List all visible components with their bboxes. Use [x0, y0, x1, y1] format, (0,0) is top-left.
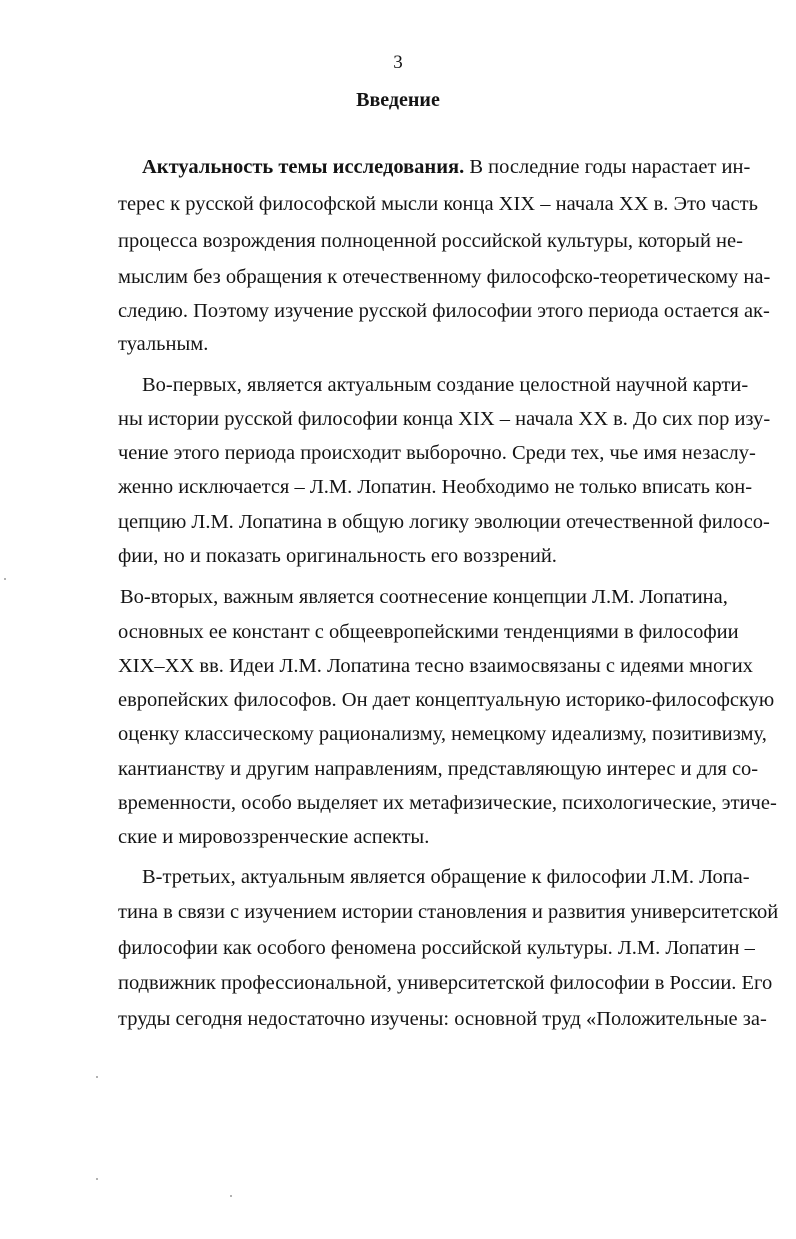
paragraph-3-line-6: кантианству и другим направлениям, представляющую интерес и для со-: [118, 758, 759, 780]
paragraph-1-line-1: Актуальность темы исследования. В последние годы нарастает ин-: [142, 156, 751, 178]
paragraph-4-line-4: подвижник профессиональной, университетской философии в России. Его: [118, 972, 773, 994]
paragraph-3-line-2: основных ее констант с общеевропейскими тенденциями в философии: [118, 621, 739, 643]
scan-speck: [230, 1195, 232, 1197]
paragraph-2-line-6: фии, но и показать оригинальность его воззрений.: [118, 545, 557, 567]
paragraph-3-line-1: Во-вторых, важным является соотнесение концепции Л.М. Лопатина,: [120, 586, 728, 608]
paragraph-lead: Актуальность темы исследования.: [142, 156, 465, 178]
section-heading: Введение: [356, 89, 440, 111]
scan-speck: [4, 578, 6, 580]
paragraph-1-line-5: следию. Поэтому изучение русской философии этого периода остается ак-: [118, 300, 770, 322]
paragraph-1-line-3: процесса возрождения полноценной российской культуры, который не-: [118, 230, 743, 252]
paragraph-2-line-5: цепцию Л.М. Лопатина в общую логику эволюции отечественной филосо-: [118, 511, 770, 533]
paragraph-2-line-1: Во-первых, является актуальным создание целостной научной карти-: [142, 374, 749, 396]
scan-speck: [96, 1076, 98, 1078]
paragraph-4-line-3: философии как особого феномена российской культуры. Л.М. Лопатин –: [118, 937, 755, 959]
paragraph-2-line-2: ны истории русской философии конца XIX – начала XX в. До сих пор изу-: [118, 408, 771, 430]
paragraph-2-line-3: чение этого периода происходит выборочно. Среди тех, чье имя незаслу-: [118, 442, 756, 464]
paragraph-4-line-2: тина в связи с изучением истории становления и развития университетской: [118, 901, 779, 923]
paragraph-1-line-2: терес к русской философской мысли конца XIX – начала XX в. Это часть: [118, 193, 758, 215]
scan-speck: [96, 1178, 98, 1180]
paragraph-4-line-5: труды сегодня недостаточно изучены: основной труд «Положительные за-: [118, 1008, 767, 1030]
paragraph-3-line-3: XIX–XX вв. Идеи Л.М. Лопатина тесно взаимосвязаны с идеями многих: [118, 655, 753, 677]
page-number: 3: [393, 52, 403, 73]
paragraph-1-line-4: мыслим без обращения к отечественному философско-теоретическому на-: [118, 266, 771, 288]
paragraph-3-line-5: оценку классическому рационализму, немецкому идеализму, позитивизму,: [118, 723, 767, 745]
paragraph-3-line-8: ские и мировоззренческие аспекты.: [118, 826, 430, 848]
paragraph-3-line-7: временности, особо выделяет их метафизические, психологические, этиче-: [118, 792, 777, 814]
paragraph-3-line-4: европейских философов. Он дает концептуальную историко-философскую: [118, 689, 775, 711]
paragraph-4-line-1: В-третьих, актуальным является обращение к философии Л.М. Лопа-: [142, 866, 750, 888]
paragraph-2-line-4: женно исключается – Л.М. Лопатин. Необходимо не только вписать кон-: [118, 476, 753, 498]
paragraph-1-line-6: туальным.: [118, 333, 209, 355]
